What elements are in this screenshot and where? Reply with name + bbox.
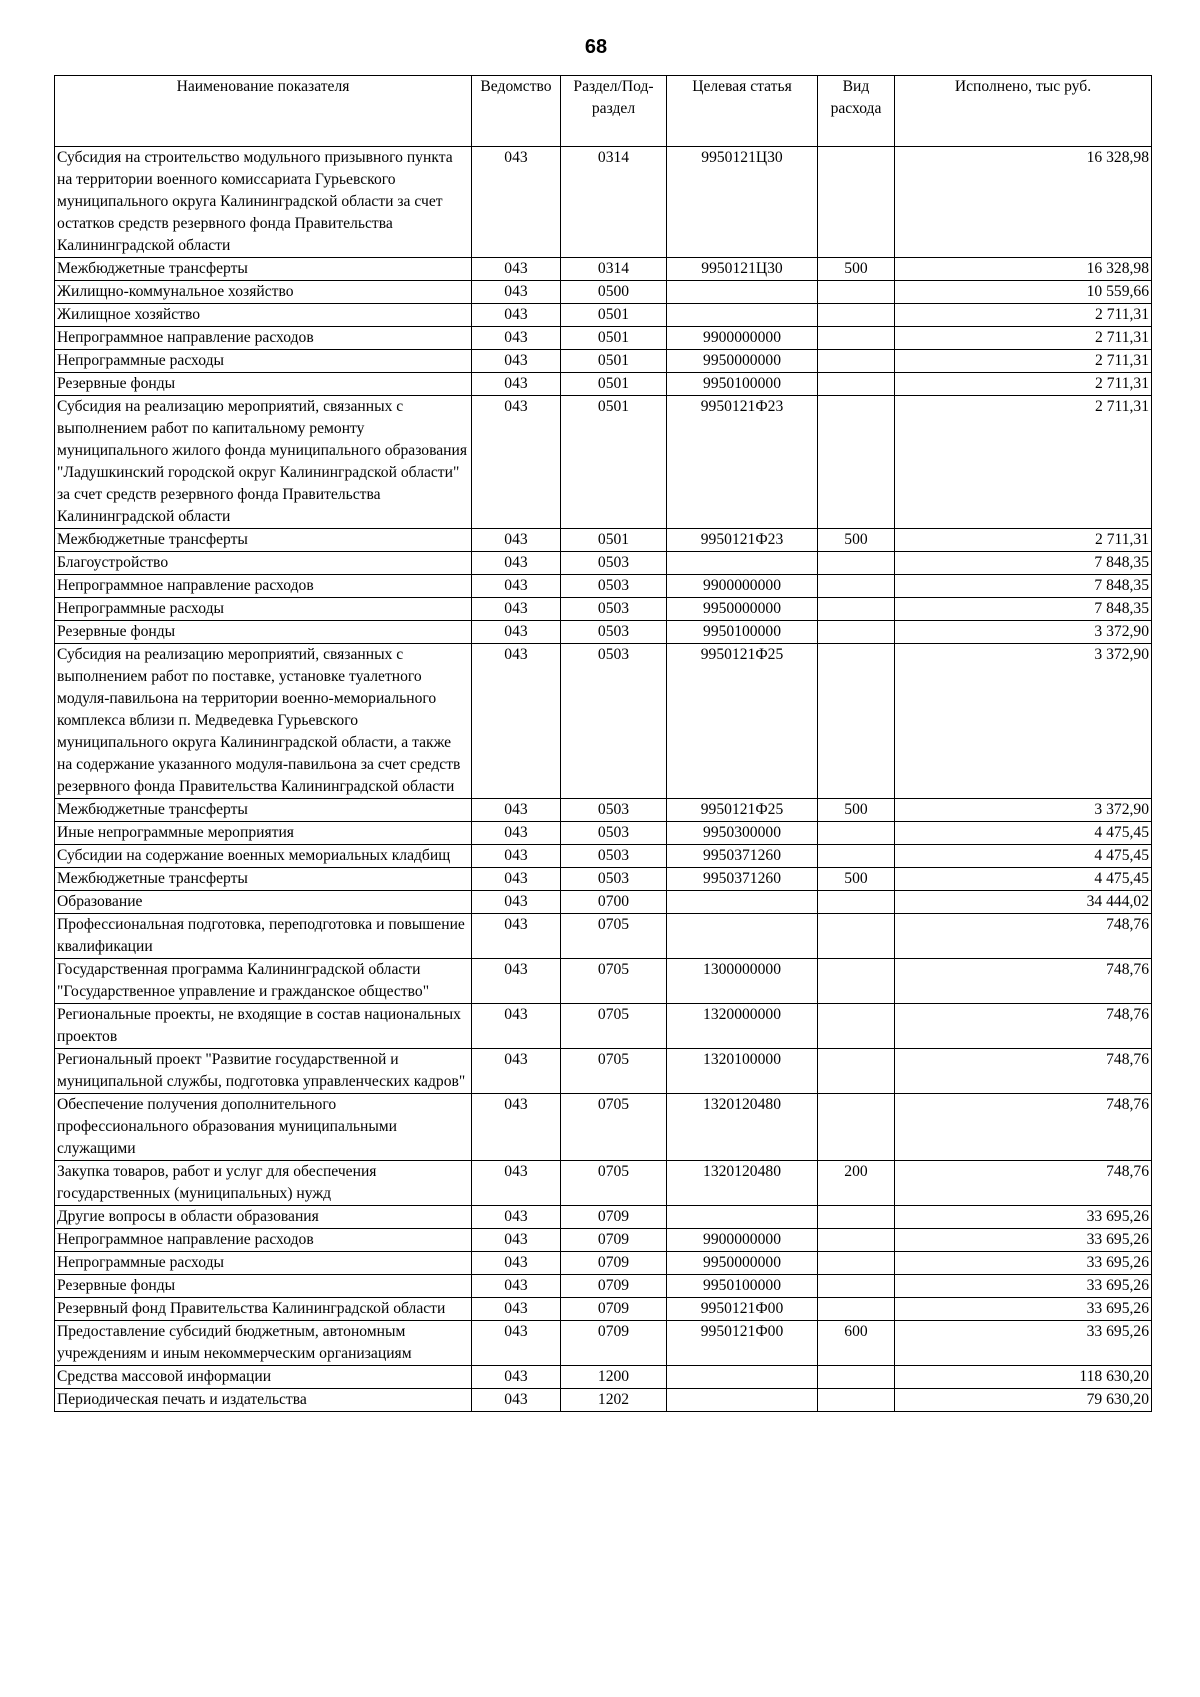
cell-expense-type xyxy=(818,891,895,914)
table-row xyxy=(55,1321,1152,1366)
cell-executed: 33 695,26 xyxy=(895,1206,1152,1229)
cell-expense-type xyxy=(818,644,895,799)
cell-executed: 748,76 xyxy=(895,959,1152,1004)
cell-name: Закупка товаров, работ и услуг для обеспечения государственных (муниципальных) нужд xyxy=(55,1161,472,1206)
header-expense-type: Вид расхода xyxy=(818,76,895,147)
cell-expense-type xyxy=(818,281,895,304)
cell-expense-type xyxy=(818,822,895,845)
cell-name: Государственная программа Калининградской области "Государственное управление и гражданское общество" xyxy=(55,959,472,1004)
cell-article: 9950000000 xyxy=(667,1252,818,1275)
cell-expense-type xyxy=(818,1049,895,1094)
cell-section: 0700 xyxy=(561,891,667,914)
header-section: Раздел/Под-раздел xyxy=(561,76,667,147)
cell-article: 1300000000 xyxy=(667,959,818,1004)
cell-executed: 33 695,26 xyxy=(895,1252,1152,1275)
cell-name: Резервные фонды xyxy=(55,1275,472,1298)
cell-executed: 4 475,45 xyxy=(895,868,1152,891)
cell-executed: 16 328,98 xyxy=(895,258,1152,281)
cell-dept: 043 xyxy=(472,552,561,575)
cell-executed: 748,76 xyxy=(895,1094,1152,1161)
cell-section: 0503 xyxy=(561,799,667,822)
header-article: Целевая статья xyxy=(667,76,818,147)
cell-article: 9950100000 xyxy=(667,621,818,644)
cell-executed: 2 711,31 xyxy=(895,327,1152,350)
cell-section: 0503 xyxy=(561,575,667,598)
table-row xyxy=(55,598,1152,621)
cell-expense-type xyxy=(818,621,895,644)
table-row xyxy=(55,914,1152,959)
table-row xyxy=(55,575,1152,598)
cell-executed: 33 695,26 xyxy=(895,1229,1152,1252)
cell-name: Жилищное хозяйство xyxy=(55,304,472,327)
cell-section: 0503 xyxy=(561,845,667,868)
cell-expense-type xyxy=(818,1229,895,1252)
cell-expense-type xyxy=(818,575,895,598)
table-row xyxy=(55,1161,1152,1206)
table-row xyxy=(55,644,1152,799)
cell-expense-type: 200 xyxy=(818,1161,895,1206)
cell-article xyxy=(667,914,818,959)
cell-expense-type xyxy=(818,1366,895,1389)
cell-section: 0705 xyxy=(561,1094,667,1161)
cell-name: Непрограммное направление расходов xyxy=(55,575,472,598)
cell-section: 0709 xyxy=(561,1275,667,1298)
header-executed: Исполнено, тыс руб. xyxy=(895,76,1152,147)
table-row xyxy=(55,147,1152,258)
cell-executed: 7 848,35 xyxy=(895,598,1152,621)
cell-article xyxy=(667,281,818,304)
cell-name: Субсидия на реализацию мероприятий, связанных с выполнением работ по поставке, установке туалетного модуля-павильона на территории военно-мемориального комплекса вблизи п. Медведевка Гурьевского муниципального округа Калининградской области, а также на содержание указанного модуля-павильона за счет средств резервного фонда Правительства Калининградской области xyxy=(55,644,472,799)
cell-dept: 043 xyxy=(472,822,561,845)
cell-article xyxy=(667,552,818,575)
cell-name: Субсидия на реализацию мероприятий, связанных с выполнением работ по капитальному ремонту муниципального жилого фонда муниципального образования "Ладушкинский городской округ Калининградской области" за счет средств резервного фонда Правительства Калининградской области xyxy=(55,396,472,529)
table-row xyxy=(55,529,1152,552)
cell-article: 9950121Ф23 xyxy=(667,396,818,529)
cell-dept: 043 xyxy=(472,845,561,868)
cell-article: 9950121Ф25 xyxy=(667,799,818,822)
cell-section: 0501 xyxy=(561,529,667,552)
cell-section: 0501 xyxy=(561,327,667,350)
table-row xyxy=(55,1389,1152,1412)
cell-expense-type xyxy=(818,1094,895,1161)
table-row xyxy=(55,1298,1152,1321)
cell-executed: 16 328,98 xyxy=(895,147,1152,258)
cell-dept: 043 xyxy=(472,1229,561,1252)
table-row xyxy=(55,1366,1152,1389)
cell-dept: 043 xyxy=(472,1366,561,1389)
cell-section: 0705 xyxy=(561,914,667,959)
cell-dept: 043 xyxy=(472,1321,561,1366)
cell-dept: 043 xyxy=(472,799,561,822)
cell-section: 0705 xyxy=(561,959,667,1004)
cell-expense-type: 500 xyxy=(818,529,895,552)
cell-section: 0501 xyxy=(561,304,667,327)
cell-name: Межбюджетные трансферты xyxy=(55,868,472,891)
cell-dept: 043 xyxy=(472,914,561,959)
cell-article: 9950371260 xyxy=(667,845,818,868)
budget-execution-table xyxy=(54,75,1152,1412)
cell-expense-type xyxy=(818,598,895,621)
table-row xyxy=(55,373,1152,396)
cell-section: 0314 xyxy=(561,147,667,258)
cell-article: 1320120480 xyxy=(667,1094,818,1161)
cell-article: 1320120480 xyxy=(667,1161,818,1206)
table-row xyxy=(55,1004,1152,1049)
cell-name: Обеспечение получения дополнительного профессионального образования муниципальными служащими xyxy=(55,1094,472,1161)
cell-section: 0503 xyxy=(561,868,667,891)
cell-name: Иные непрограммные мероприятия xyxy=(55,822,472,845)
cell-name: Субсидии на содержание военных мемориальных кладбищ xyxy=(55,845,472,868)
cell-name: Предоставление субсидий бюджетным, автономным учреждениям и иным некоммерческим организациям xyxy=(55,1321,472,1366)
cell-executed: 748,76 xyxy=(895,914,1152,959)
cell-executed: 33 695,26 xyxy=(895,1275,1152,1298)
cell-executed: 2 711,31 xyxy=(895,529,1152,552)
cell-dept: 043 xyxy=(472,891,561,914)
cell-dept: 043 xyxy=(472,1094,561,1161)
cell-article: 9950100000 xyxy=(667,1275,818,1298)
cell-section: 0709 xyxy=(561,1252,667,1275)
cell-executed: 4 475,45 xyxy=(895,845,1152,868)
cell-article xyxy=(667,1366,818,1389)
cell-name: Образование xyxy=(55,891,472,914)
cell-name: Непрограммное направление расходов xyxy=(55,1229,472,1252)
cell-executed: 34 444,02 xyxy=(895,891,1152,914)
cell-section: 0503 xyxy=(561,598,667,621)
cell-section: 1202 xyxy=(561,1389,667,1412)
cell-name: Межбюджетные трансферты xyxy=(55,799,472,822)
cell-dept: 043 xyxy=(472,147,561,258)
cell-dept: 043 xyxy=(472,598,561,621)
table-row xyxy=(55,822,1152,845)
table-row xyxy=(55,1229,1152,1252)
cell-section: 0503 xyxy=(561,621,667,644)
table-row xyxy=(55,1094,1152,1161)
cell-dept: 043 xyxy=(472,1004,561,1049)
cell-expense-type xyxy=(818,1004,895,1049)
cell-name: Региональные проекты, не входящие в состав национальных проектов xyxy=(55,1004,472,1049)
cell-article: 9950371260 xyxy=(667,868,818,891)
cell-executed: 748,76 xyxy=(895,1049,1152,1094)
cell-executed: 118 630,20 xyxy=(895,1366,1152,1389)
cell-executed: 2 711,31 xyxy=(895,396,1152,529)
cell-executed: 79 630,20 xyxy=(895,1389,1152,1412)
cell-name: Субсидия на строительство модульного призывного пункта на территории военного комиссариата Гурьевского муниципального округа Калининградской области за счет остатков средств резервного фонда Правительства Калининградской области xyxy=(55,147,472,258)
cell-expense-type xyxy=(818,304,895,327)
cell-dept: 043 xyxy=(472,1389,561,1412)
table-header-row xyxy=(55,76,1152,147)
cell-article: 9950000000 xyxy=(667,350,818,373)
table-row xyxy=(55,350,1152,373)
cell-section: 1200 xyxy=(561,1366,667,1389)
cell-name: Непрограммные расходы xyxy=(55,350,472,373)
cell-expense-type: 600 xyxy=(818,1321,895,1366)
cell-expense-type xyxy=(818,327,895,350)
cell-section: 0501 xyxy=(561,373,667,396)
cell-expense-type xyxy=(818,959,895,1004)
cell-article: 9950121Ц30 xyxy=(667,258,818,281)
cell-section: 0709 xyxy=(561,1206,667,1229)
cell-article: 9950300000 xyxy=(667,822,818,845)
cell-name: Межбюджетные трансферты xyxy=(55,258,472,281)
cell-name: Региональный проект "Развитие государственной и муниципальной службы, подготовка управленческих кадров" xyxy=(55,1049,472,1094)
cell-section: 0709 xyxy=(561,1298,667,1321)
cell-name: Межбюджетные трансферты xyxy=(55,529,472,552)
cell-executed: 2 711,31 xyxy=(895,350,1152,373)
cell-dept: 043 xyxy=(472,1206,561,1229)
cell-executed: 7 848,35 xyxy=(895,575,1152,598)
cell-executed: 10 559,66 xyxy=(895,281,1152,304)
table-row xyxy=(55,868,1152,891)
cell-dept: 043 xyxy=(472,575,561,598)
cell-expense-type xyxy=(818,1252,895,1275)
cell-name: Непрограммное направление расходов xyxy=(55,327,472,350)
table-row xyxy=(55,1049,1152,1094)
cell-article: 1320000000 xyxy=(667,1004,818,1049)
cell-dept: 043 xyxy=(472,1298,561,1321)
cell-executed: 3 372,90 xyxy=(895,621,1152,644)
cell-dept: 043 xyxy=(472,373,561,396)
cell-executed: 748,76 xyxy=(895,1004,1152,1049)
table-row xyxy=(55,1252,1152,1275)
cell-name: Резервные фонды xyxy=(55,373,472,396)
cell-name: Периодическая печать и издательства xyxy=(55,1389,472,1412)
cell-article xyxy=(667,891,818,914)
cell-name: Другие вопросы в области образования xyxy=(55,1206,472,1229)
cell-section: 0501 xyxy=(561,396,667,529)
cell-dept: 043 xyxy=(472,304,561,327)
cell-section: 0503 xyxy=(561,552,667,575)
cell-expense-type xyxy=(818,1206,895,1229)
cell-executed: 748,76 xyxy=(895,1161,1152,1206)
cell-executed: 3 372,90 xyxy=(895,644,1152,799)
cell-expense-type xyxy=(818,552,895,575)
cell-name: Непрограммные расходы xyxy=(55,598,472,621)
cell-executed: 2 711,31 xyxy=(895,373,1152,396)
cell-article: 1320100000 xyxy=(667,1049,818,1094)
cell-expense-type xyxy=(818,1389,895,1412)
cell-dept: 043 xyxy=(472,281,561,304)
table-row xyxy=(55,959,1152,1004)
cell-name: Резервный фонд Правительства Калининградской области xyxy=(55,1298,472,1321)
cell-article: 9900000000 xyxy=(667,575,818,598)
cell-article xyxy=(667,1389,818,1412)
cell-section: 0709 xyxy=(561,1321,667,1366)
cell-expense-type xyxy=(818,1298,895,1321)
cell-article: 9950100000 xyxy=(667,373,818,396)
cell-executed: 33 695,26 xyxy=(895,1321,1152,1366)
cell-article xyxy=(667,1206,818,1229)
cell-article: 9950121Ф23 xyxy=(667,529,818,552)
cell-section: 0314 xyxy=(561,258,667,281)
cell-dept: 043 xyxy=(472,1275,561,1298)
cell-section: 0500 xyxy=(561,281,667,304)
cell-expense-type xyxy=(818,914,895,959)
cell-article: 9950121Ф25 xyxy=(667,644,818,799)
cell-article: 9900000000 xyxy=(667,1229,818,1252)
cell-section: 0705 xyxy=(561,1004,667,1049)
cell-article: 9950121Ф00 xyxy=(667,1321,818,1366)
header-dept: Ведомство xyxy=(472,76,561,147)
table-row xyxy=(55,396,1152,529)
cell-section: 0501 xyxy=(561,350,667,373)
cell-expense-type xyxy=(818,350,895,373)
cell-expense-type: 500 xyxy=(818,799,895,822)
cell-executed: 4 475,45 xyxy=(895,822,1152,845)
cell-dept: 043 xyxy=(472,621,561,644)
cell-section: 0503 xyxy=(561,822,667,845)
cell-article: 9950121Ф00 xyxy=(667,1298,818,1321)
cell-dept: 043 xyxy=(472,1049,561,1094)
cell-article: 9950000000 xyxy=(667,598,818,621)
header-name: Наименование показателя xyxy=(55,76,472,147)
cell-dept: 043 xyxy=(472,1252,561,1275)
cell-section: 0705 xyxy=(561,1049,667,1094)
cell-expense-type xyxy=(818,396,895,529)
cell-executed: 7 848,35 xyxy=(895,552,1152,575)
cell-expense-type xyxy=(818,845,895,868)
cell-dept: 043 xyxy=(472,350,561,373)
table-row xyxy=(55,891,1152,914)
cell-name: Резервные фонды xyxy=(55,621,472,644)
cell-expense-type: 500 xyxy=(818,258,895,281)
cell-name: Непрограммные расходы xyxy=(55,1252,472,1275)
cell-dept: 043 xyxy=(472,644,561,799)
cell-article xyxy=(667,304,818,327)
cell-dept: 043 xyxy=(472,327,561,350)
table-body xyxy=(55,147,1152,1412)
cell-section: 0709 xyxy=(561,1229,667,1252)
table-row xyxy=(55,799,1152,822)
cell-section: 0503 xyxy=(561,644,667,799)
table-row xyxy=(55,621,1152,644)
cell-expense-type xyxy=(818,147,895,258)
table-row xyxy=(55,1206,1152,1229)
cell-name: Средства массовой информации xyxy=(55,1366,472,1389)
table-row xyxy=(55,281,1152,304)
cell-name: Благоустройство xyxy=(55,552,472,575)
cell-executed: 3 372,90 xyxy=(895,799,1152,822)
table-row xyxy=(55,258,1152,281)
table-row xyxy=(55,845,1152,868)
cell-dept: 043 xyxy=(472,868,561,891)
cell-dept: 043 xyxy=(472,258,561,281)
cell-article: 9900000000 xyxy=(667,327,818,350)
table-row xyxy=(55,304,1152,327)
cell-expense-type xyxy=(818,1275,895,1298)
table-row xyxy=(55,552,1152,575)
cell-name: Профессиональная подготовка, переподготовка и повышение квалификации xyxy=(55,914,472,959)
cell-dept: 043 xyxy=(472,529,561,552)
cell-dept: 043 xyxy=(472,396,561,529)
cell-expense-type: 500 xyxy=(818,868,895,891)
cell-section: 0705 xyxy=(561,1161,667,1206)
page-number: 68 xyxy=(584,36,608,58)
cell-expense-type xyxy=(818,373,895,396)
cell-executed: 33 695,26 xyxy=(895,1298,1152,1321)
cell-name: Жилищно-коммунальное хозяйство xyxy=(55,281,472,304)
cell-dept: 043 xyxy=(472,959,561,1004)
table-row xyxy=(55,1275,1152,1298)
cell-dept: 043 xyxy=(472,1161,561,1206)
cell-executed: 2 711,31 xyxy=(895,304,1152,327)
cell-article: 9950121Ц30 xyxy=(667,147,818,258)
table-row xyxy=(55,327,1152,350)
